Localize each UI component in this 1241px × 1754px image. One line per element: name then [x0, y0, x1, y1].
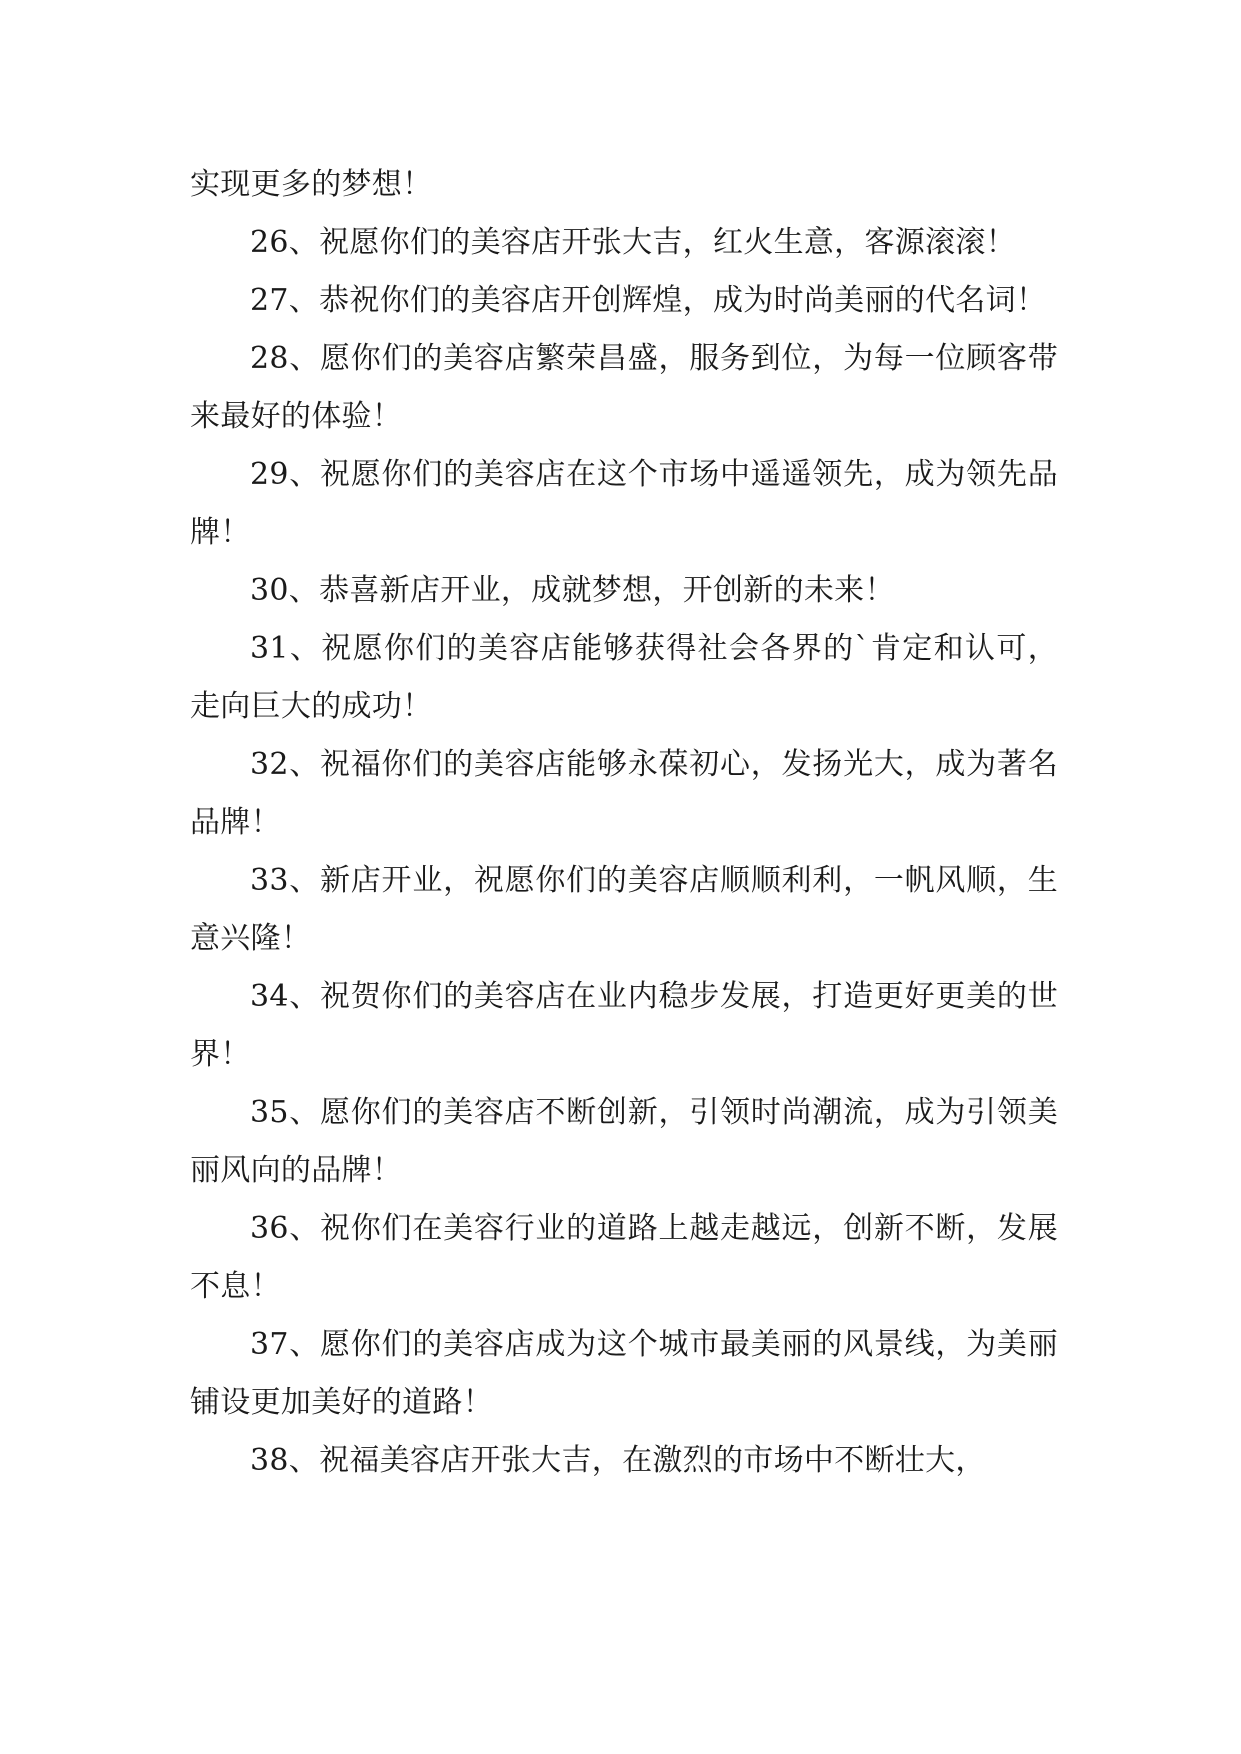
paragraph-37: 37、愿你们的美容店成为这个城市最美丽的风景线，为美丽铺设更加美好的道路！ [190, 1327, 1058, 1420]
paragraph-33: 33、新店开业，祝愿你们的美容店顺顺利利，一帆风顺，生意兴隆！ [190, 863, 1058, 956]
paragraph-30: 30、恭喜新店开业，成就梦想，开创新的未来！ [250, 573, 895, 608]
paragraph-28: 28、愿你们的美容店繁荣昌盛，服务到位，为每一位顾客带来最好的体验！ [190, 341, 1058, 434]
paragraph-32: 32、祝福你们的美容店能够永葆初心，发扬光大，成为著名品牌！ [190, 747, 1058, 840]
paragraph-35: 35、愿你们的美容店不断创新，引领时尚潮流，成为引领美丽风向的品牌！ [190, 1095, 1058, 1188]
document-body [190, 156, 1058, 1490]
paragraph-34: 34、祝贺你们的美容店在业内稳步发展，打造更好更美的世界！ [190, 979, 1058, 1072]
paragraph-26: 26、祝愿你们的美容店开张大吉，红火生意，客源滚滚！ [250, 225, 1016, 260]
paragraph-29: 29、祝愿你们的美容店在这个市场中遥遥领先，成为领先品牌！ [190, 457, 1058, 550]
paragraph-27: 27、恭祝你们的美容店开创辉煌，成为时尚美丽的代名词！ [250, 283, 1047, 318]
paragraph-36: 36、祝你们在美容行业的道路上越走越远，创新不断，发展不息！ [190, 1211, 1058, 1304]
paragraph-31: 31、祝愿你们的美容店能够获得社会各界的`肯定和认可，走向巨大的成功！ [190, 631, 1058, 724]
paragraph-continuation: 实现更多的梦想！ [190, 167, 433, 202]
paragraph-38: 38、祝福美容店开张大吉，在激烈的市场中不断壮大， [250, 1443, 986, 1478]
